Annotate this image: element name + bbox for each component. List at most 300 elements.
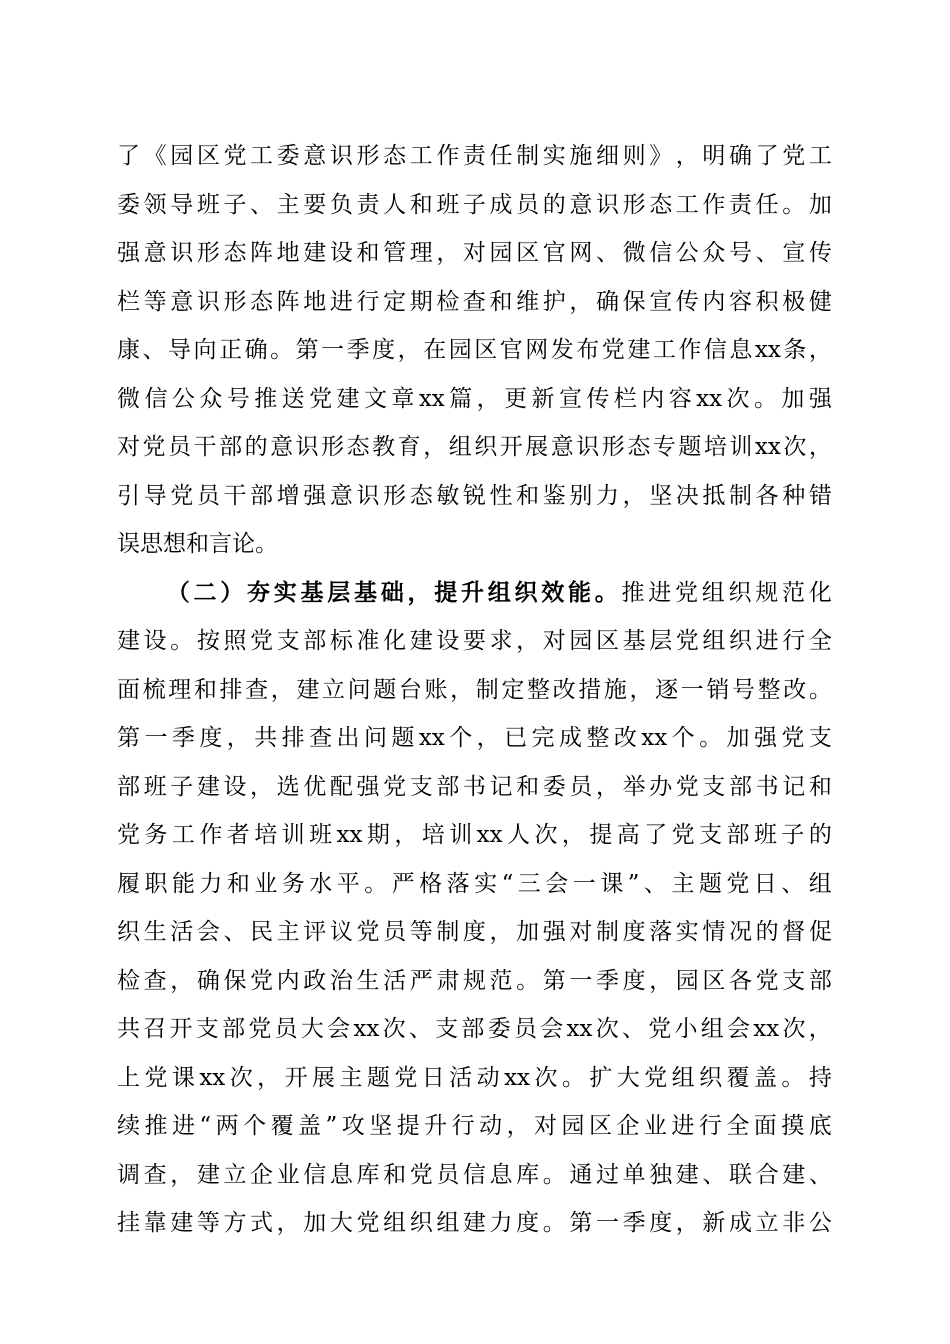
text-char: 明 xyxy=(702,143,726,169)
text-char: 提 xyxy=(396,1113,420,1139)
text-char: 全 xyxy=(808,628,832,654)
text-char: ” xyxy=(325,1113,338,1139)
text-char: 会 xyxy=(545,870,569,897)
text-char: xx xyxy=(504,1064,531,1091)
text-char: 理 xyxy=(168,676,192,703)
text-char: 建 xyxy=(196,1161,220,1188)
text-char: 微 xyxy=(622,240,646,266)
text-char: 度 xyxy=(199,725,223,751)
text-char: 意 xyxy=(143,240,167,266)
text-char: 敏 xyxy=(436,482,460,509)
text-char: 准 xyxy=(356,628,380,654)
heading-char: 织 xyxy=(514,578,538,606)
text-char: 则 xyxy=(622,143,646,169)
text-char: 保 xyxy=(622,288,646,315)
text-char: 细 xyxy=(595,143,619,169)
text-char: 》 xyxy=(649,143,673,169)
text-char: 配 xyxy=(329,773,353,800)
text-char: 务 xyxy=(144,822,168,848)
text-char: 支 xyxy=(276,628,300,654)
text-char: 地 xyxy=(303,288,327,315)
text-char: 支 xyxy=(702,773,726,800)
text-char: 宣 xyxy=(649,288,673,315)
text-char: 维 xyxy=(516,288,540,315)
text-char: 向 xyxy=(193,337,217,363)
text-char: 展 xyxy=(525,434,549,460)
text-char: 子 xyxy=(462,191,486,218)
text-char: 织 xyxy=(728,579,752,606)
text-char: 季 xyxy=(622,1210,646,1236)
text-char: 、 xyxy=(621,1016,645,1042)
text-char: 第 xyxy=(542,967,566,994)
text-char: 度 xyxy=(622,919,646,945)
text-char: 信 xyxy=(303,1161,327,1188)
text-char: 题 xyxy=(373,676,397,703)
text-char: 业 xyxy=(254,870,278,897)
text-char: 盖 xyxy=(753,1064,777,1091)
text-char: 理 xyxy=(409,240,433,266)
text-char: xx xyxy=(753,1016,780,1042)
text-char: 落 xyxy=(649,919,673,945)
text-char: 识 xyxy=(595,191,619,218)
text-char: 地 xyxy=(276,240,300,266)
text-char: 力 xyxy=(199,870,223,897)
text-char: 微 xyxy=(117,385,140,412)
text-char: 底 xyxy=(808,1113,832,1139)
text-line xyxy=(117,132,832,181)
text-char: 各 xyxy=(729,967,753,994)
text-char: 种 xyxy=(782,482,806,509)
text-char: 共 xyxy=(254,725,278,751)
text-char: 传 xyxy=(586,385,610,412)
text-char: 子 xyxy=(223,191,247,218)
text-char: 形 xyxy=(622,191,646,218)
heading-char: 。 xyxy=(594,578,618,606)
text-char: 建 xyxy=(296,676,320,703)
text-char: 建 xyxy=(409,628,433,654)
text-char: 定 xyxy=(383,288,407,315)
text-char: 季 xyxy=(346,337,370,363)
text-char: 形 xyxy=(196,240,220,266)
text-char: 党 xyxy=(409,1161,433,1188)
text-char: 督 xyxy=(782,919,806,945)
text-char: 书 xyxy=(462,773,486,800)
text-char: 息 xyxy=(489,1161,513,1188)
heading-char: 二 xyxy=(193,578,217,606)
text-char: 查 xyxy=(143,967,167,994)
text-char: 改 xyxy=(783,676,807,703)
text-char: 班 xyxy=(753,822,777,848)
text-char: 训 xyxy=(449,822,473,848)
text-char: 次 xyxy=(726,385,750,412)
text-char: 网 xyxy=(525,337,549,363)
text-char: 形 xyxy=(383,482,407,509)
text-char: 加 xyxy=(808,191,832,218)
text-char: 阵 xyxy=(250,240,274,266)
text-char: 次 xyxy=(783,434,807,460)
text-char: 出 xyxy=(336,725,360,751)
text-char: 。 xyxy=(782,191,806,218)
text-char: 识 xyxy=(576,434,600,460)
text-char: 职 xyxy=(144,870,168,897)
text-char: 进 xyxy=(755,628,779,654)
text-char: 作 xyxy=(436,143,460,169)
text-char: 党 xyxy=(356,919,380,945)
text-char: 行 xyxy=(451,1113,475,1139)
text-char: 优 xyxy=(303,773,327,800)
text-line xyxy=(117,181,832,230)
text-char: 训 xyxy=(729,434,753,460)
text-char: ， xyxy=(622,482,646,509)
text-char: 覆 xyxy=(726,1064,750,1091)
text-char: 工 xyxy=(675,191,699,218)
text-char: 日 xyxy=(753,870,777,897)
text-char: 求 xyxy=(489,628,513,654)
text-char: 党 xyxy=(248,1016,272,1042)
text-char: ， xyxy=(516,628,540,654)
text-char: 责 xyxy=(356,191,380,218)
text-char: 意 xyxy=(303,143,327,169)
text-char: ， xyxy=(476,385,500,412)
text-char: 党 xyxy=(394,1064,418,1091)
text-char: 一 xyxy=(569,967,593,994)
text-char: 委 xyxy=(276,143,300,169)
text-char: 扩 xyxy=(589,1064,613,1091)
text-char: 题 xyxy=(391,725,415,751)
text-char: 负 xyxy=(329,191,353,218)
text-char: 和 xyxy=(516,773,540,800)
text-char: 支 xyxy=(195,1016,219,1042)
text-char: 记 xyxy=(489,773,513,800)
text-char: 工 xyxy=(409,143,433,169)
text-char: 党 xyxy=(223,143,247,169)
text-char: ” xyxy=(627,870,640,897)
text-char: 库 xyxy=(516,1161,540,1188)
text-char: 次 xyxy=(229,1064,253,1091)
text-char: 布 xyxy=(576,337,600,363)
text-char: 的 xyxy=(755,919,779,945)
text-char: 季 xyxy=(171,725,195,751)
heading-char: 组 xyxy=(487,578,511,606)
text-char: 和 xyxy=(516,482,540,509)
text-char: 和 xyxy=(808,773,832,800)
text-char: 意 xyxy=(569,191,593,218)
text-char: 班 xyxy=(309,822,333,848)
text-char: 的 xyxy=(244,434,268,460)
text-char: ， xyxy=(394,822,418,848)
text-char: 非 xyxy=(782,1210,806,1236)
text-char: 在 xyxy=(423,337,447,363)
text-char: 员 xyxy=(436,1161,460,1188)
text-char: 。 xyxy=(542,1161,566,1188)
text-char: 态 xyxy=(346,434,370,460)
text-char: 会 xyxy=(196,919,220,945)
text-char: 各 xyxy=(755,482,779,509)
text-char: 内 xyxy=(641,385,665,412)
text-char: 部 xyxy=(250,482,274,509)
text-char: 政 xyxy=(303,967,327,994)
text-char: 委 xyxy=(542,773,566,800)
text-char: 次 xyxy=(382,1016,406,1042)
text-char: 库 xyxy=(356,1161,380,1188)
text-line xyxy=(117,1054,832,1103)
text-char: ， xyxy=(476,725,500,751)
text-char: 的 xyxy=(542,191,566,218)
text-char: 区 xyxy=(702,967,726,994)
text-char: 靠 xyxy=(143,1210,167,1236)
text-char: 书 xyxy=(755,773,779,800)
text-char: 党 xyxy=(250,967,274,994)
text-char: 力 xyxy=(595,482,619,509)
text-char: 开 xyxy=(169,1016,193,1042)
text-char: 网 xyxy=(569,240,593,266)
text-char: 严 xyxy=(391,870,415,897)
text-char: 园 xyxy=(448,337,472,363)
heading-char: 夯 xyxy=(247,578,270,606)
text-char: 章 xyxy=(391,385,415,412)
text-char: xx xyxy=(696,385,723,412)
text-char: 活 xyxy=(170,919,194,945)
text-char: 支 xyxy=(435,1016,459,1042)
text-char: 高 xyxy=(616,822,640,848)
text-char: 持 xyxy=(808,1064,832,1091)
text-char: 问 xyxy=(347,676,371,703)
text-char: 识 xyxy=(170,240,194,266)
text-char: 组 xyxy=(436,1210,460,1236)
text-char: 课 xyxy=(600,870,624,897)
text-char: 期 xyxy=(366,822,390,848)
text-char: ， xyxy=(170,967,194,994)
text-char: ， xyxy=(675,1210,699,1236)
text-char: 盖 xyxy=(298,1113,322,1139)
text-char: 整 xyxy=(527,676,550,703)
text-char: 公 xyxy=(808,1210,832,1236)
text-char: 训 xyxy=(281,822,305,848)
text-char: 按 xyxy=(196,628,220,654)
text-char: 。 xyxy=(561,1064,585,1091)
text-char: 检 xyxy=(436,288,460,315)
text-char: 组 xyxy=(448,434,472,460)
text-char: ， xyxy=(257,1064,281,1091)
text-char: 意 xyxy=(270,434,294,460)
text-char: 次 xyxy=(782,1016,806,1042)
text-char: ， xyxy=(450,676,474,703)
text-char: 。 xyxy=(364,870,388,897)
text-char: 照 xyxy=(223,628,247,654)
text-char: 和 xyxy=(383,1161,407,1188)
text-char: 和 xyxy=(409,191,433,218)
text-char: 对 xyxy=(569,919,593,945)
text-char: 护 xyxy=(542,288,566,315)
text-char: 制 xyxy=(436,919,460,945)
text-char: 健 xyxy=(808,288,832,315)
text-char: 织 xyxy=(117,919,140,945)
text-char: 信 xyxy=(649,240,673,266)
text-char: 者 xyxy=(226,822,250,848)
text-char: 、 xyxy=(702,1161,726,1188)
text-char: 官 xyxy=(499,337,523,363)
text-char: 规 xyxy=(755,579,779,606)
text-char: 态 xyxy=(409,482,433,509)
text-char: 、 xyxy=(755,240,779,266)
text-char: 立 xyxy=(322,676,345,703)
text-char: 党 xyxy=(309,385,333,412)
text-char: 支 xyxy=(808,725,832,751)
text-char: 《 xyxy=(143,143,167,169)
text-char: 范 xyxy=(782,579,805,606)
paragraph-indent xyxy=(117,569,163,618)
text-char: 能 xyxy=(171,870,195,897)
text-char: 改 xyxy=(552,676,576,703)
text-char: 党 xyxy=(675,773,699,800)
text-char: 题 xyxy=(698,870,722,897)
text-char: 党 xyxy=(781,725,805,751)
text-char: 、 xyxy=(643,870,667,897)
text-line xyxy=(117,860,832,909)
text-char: 确 xyxy=(729,143,753,169)
text-char: 对 xyxy=(117,434,140,460)
text-char: 度 xyxy=(649,1210,673,1236)
text-char: 水 xyxy=(309,870,333,897)
text-char: 第 xyxy=(117,725,140,751)
text-char: 联 xyxy=(729,1161,753,1188)
text-char: 识 xyxy=(329,143,353,169)
text-char: 子 xyxy=(170,773,194,800)
text-char: ， xyxy=(423,434,447,460)
text-char: 区 xyxy=(595,628,619,654)
text-char: 干 xyxy=(193,434,217,460)
text-char: 强 xyxy=(303,482,327,509)
text-char: 坚 xyxy=(369,1113,393,1139)
text-char: 区 xyxy=(588,1113,612,1139)
text-char: 。 xyxy=(516,967,540,994)
text-char: 园 xyxy=(675,967,699,994)
text-char: 第 xyxy=(569,1210,593,1236)
text-char: 大 xyxy=(329,1210,353,1236)
text-char: 员 xyxy=(513,1016,537,1042)
text-char: 班 xyxy=(196,191,220,218)
text-char: 排 xyxy=(219,676,243,703)
text-char: 工 xyxy=(171,822,195,848)
text-line xyxy=(117,908,832,957)
heading-char: 层 xyxy=(327,578,351,606)
text-char: 第 xyxy=(295,337,319,363)
text-char: ， xyxy=(276,1210,300,1236)
text-char: 全 xyxy=(726,1113,750,1139)
text-char: 文 xyxy=(363,385,387,412)
text-char: 落 xyxy=(446,870,470,897)
text-char: 次 xyxy=(595,1016,619,1042)
text-char: 众 xyxy=(199,385,223,412)
text-char: 传 xyxy=(808,240,832,266)
text-char: 两 xyxy=(215,1113,239,1139)
text-char: 、 xyxy=(142,337,166,363)
text-char: 对 xyxy=(462,240,486,266)
text-char: 范 xyxy=(489,967,513,994)
text-char: 党 xyxy=(726,870,750,897)
text-char: 。 xyxy=(699,725,723,751)
text-char: 园 xyxy=(170,143,194,169)
text-char: xx xyxy=(641,725,668,751)
text-char: 过 xyxy=(595,1161,619,1188)
text-line xyxy=(117,1199,832,1248)
text-char: 次 xyxy=(534,1064,558,1091)
text-char: 个 xyxy=(243,1113,267,1139)
text-char: 信 xyxy=(703,337,727,363)
text-char: 推 xyxy=(254,385,278,412)
text-char: 了 xyxy=(117,143,140,169)
text-line xyxy=(117,472,832,521)
text-char: 。 xyxy=(270,337,294,363)
text-char: 、 xyxy=(781,870,805,897)
text-char: ， xyxy=(561,822,585,848)
text-char: 格 xyxy=(419,870,443,897)
text-char: 查 xyxy=(462,288,486,315)
text-char: 培 xyxy=(254,822,278,848)
text-char: 主 xyxy=(671,870,695,897)
text-char: 一 xyxy=(680,676,704,703)
text-char: 共 xyxy=(117,1016,140,1042)
text-char: 组 xyxy=(701,579,725,606)
text-char: 众 xyxy=(702,240,726,266)
text-line xyxy=(117,666,832,715)
text-char: 发 xyxy=(550,337,574,363)
text-char: 企 xyxy=(616,1113,640,1139)
text-char: ， xyxy=(506,1113,530,1139)
text-char: 人 xyxy=(383,191,407,218)
text-char: 式 xyxy=(250,1210,274,1236)
text-char: 议 xyxy=(329,919,353,945)
text-char: 制 xyxy=(729,482,753,509)
text-char: 传 xyxy=(675,288,699,315)
text-char: 度 xyxy=(622,967,646,994)
text-char: 个 xyxy=(449,725,473,751)
text-char: 对 xyxy=(534,1113,558,1139)
text-char: 上 xyxy=(117,1064,140,1091)
text-char: 建 xyxy=(117,628,140,654)
text-char: 人 xyxy=(507,822,531,848)
text-char: 识 xyxy=(295,434,319,460)
text-char: 支 xyxy=(409,773,433,800)
text-char: 要 xyxy=(303,191,327,218)
text-char: 班 xyxy=(436,191,460,218)
text-char: 形 xyxy=(321,434,345,460)
text-char: 确 xyxy=(196,967,220,994)
text-line xyxy=(117,326,832,375)
text-char: 康 xyxy=(117,337,140,363)
text-char: 建 xyxy=(675,1161,699,1188)
text-char: 升 xyxy=(424,1113,448,1139)
text-char: xx xyxy=(336,822,363,848)
text-char: 个 xyxy=(671,725,695,751)
text-char: 办 xyxy=(649,773,673,800)
text-char: 加 xyxy=(781,385,805,412)
text-line xyxy=(117,617,832,666)
text-char: 生 xyxy=(143,919,167,945)
text-char: 意 xyxy=(170,288,194,315)
text-char: 度 xyxy=(462,919,486,945)
text-char: ， xyxy=(808,1016,832,1042)
text-char: 了 xyxy=(755,143,779,169)
text-char: 别 xyxy=(569,482,593,509)
text-char: 责 xyxy=(462,143,486,169)
text-char: 区 xyxy=(474,337,498,363)
text-char: 部 xyxy=(726,822,750,848)
text-char: 强 xyxy=(753,725,777,751)
text-char: 党 xyxy=(675,579,698,606)
heading-char: 能 xyxy=(568,578,591,606)
text-char: 民 xyxy=(250,919,274,945)
